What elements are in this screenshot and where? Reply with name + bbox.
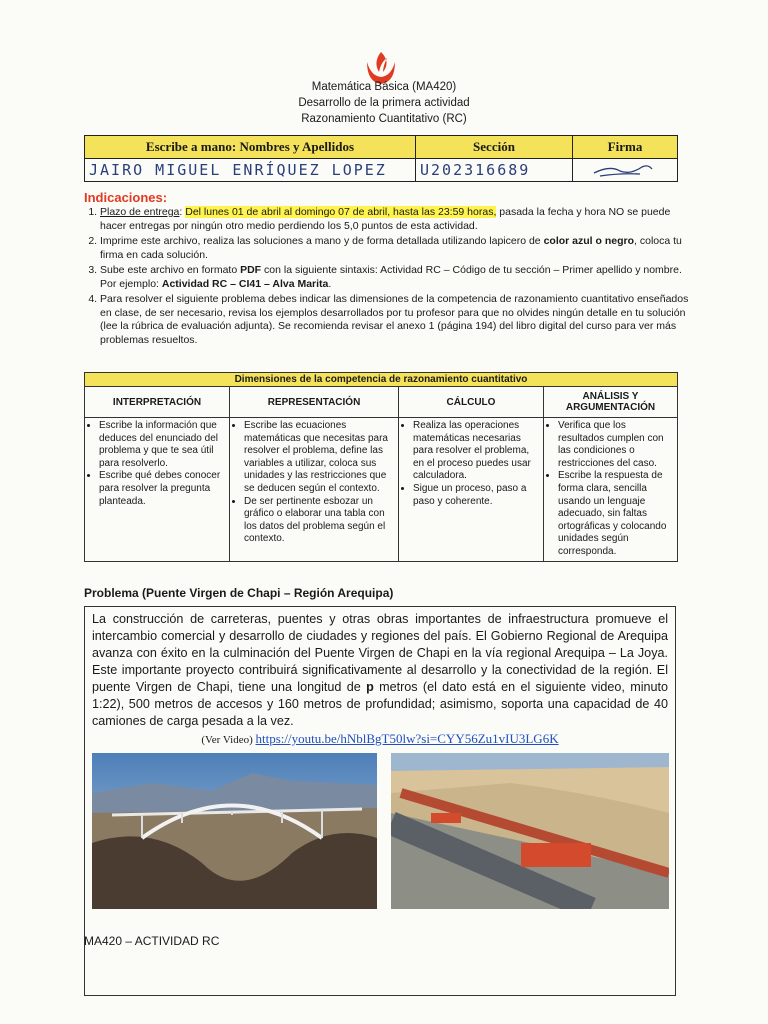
upload-instruction: Sube este archivo en formato <box>100 264 241 276</box>
indication-1 <box>100 206 698 233</box>
pen-color: color azul o negro <box>543 235 635 247</box>
header-analysis: ANÁLISIS Y ARGUMENTACIÓN <box>544 387 678 418</box>
signature-instruction: , coloca tu firma en cada solución. <box>100 235 682 261</box>
course-title: Matemática Básica (MA420) <box>311 81 457 93</box>
problem-title: Problema (Puente Virgen de Chapi – Región Arequipa) <box>84 586 394 600</box>
interpretation-item: • Escribe qué debes conocer para resolver la pregunta planteada. <box>99 470 225 508</box>
indication-2 <box>100 235 698 262</box>
header-interpretation: INTERPRETACIÓN <box>85 387 230 418</box>
calculation-item: • Realiza las operaciones matemáticas necesarias para resolver el problema, en el proceso puedes usar calculadora. <box>413 420 539 483</box>
topic-title: Razonamiento Cuantitativo (RC) <box>301 113 467 125</box>
bridge-photo-icon <box>92 753 377 909</box>
deadline-dates: Del lunes 01 de abril al domingo 07 de abril, hasta las 23:59 horas, <box>185 206 497 218</box>
construction-photo-icon <box>391 753 669 909</box>
student-name[interactable]: JAIRO MIGUEL ENRÍQUEZ LOPEZ <box>85 159 416 182</box>
calculation-cell <box>399 418 544 562</box>
activity-title: Desarrollo de la primera actividad <box>298 97 470 109</box>
variable-p: p <box>366 680 374 694</box>
deadline-label: Plazo de entrega <box>100 206 180 218</box>
print-instruction: Imprime este archivo, realiza las soluciones a mano y de forma detallada utilizando lapicero de <box>100 235 544 247</box>
problem-text-part: La construcción de carreteras, puentes y otras obras importantes de infraestructura promueve el intercambio comercial y desarrollo de ciudades y regiones del país. El Gobierno Regional de Arequipa avanza con éxito en la culminación del Puente Virgen de Chapi en la vía regional Arequipa – La Joya. Este importante proyecto contribuirá significativamente al desarrollo y la conectividad de la región. El puente Virgen de Chapi, tiene una longitud de <box>92 612 668 694</box>
indications-title: Indicaciones: <box>84 190 168 205</box>
video-link[interactable]: https://youtu.be/hNblBgT50lw?si=CYY56Zu1vIU3LG6K <box>255 731 559 746</box>
period-text: . <box>328 277 332 290</box>
indication-3 <box>100 264 698 291</box>
problem-statement <box>92 611 668 730</box>
analysis-cell <box>544 418 678 562</box>
signature-field[interactable] <box>573 159 678 182</box>
syntax-example: Actividad RC – CI41 – Alva Marita <box>161 277 329 290</box>
interpretation-cell <box>85 418 230 562</box>
representation-item: • Escribe las ecuaciones matemáticas que necesitas para resolver el problema, define las variables a utilizar, coloca sus unidades y las restricciones que se deducen según el contexto. <box>244 420 394 496</box>
section-code[interactable]: U202316689 <box>416 159 573 182</box>
colon-text: : <box>179 206 186 218</box>
pdf-format: PDF <box>240 264 262 276</box>
analysis-item: • Verifica que los resultados cumplen con las condiciones o restricciones del caso. <box>558 420 673 470</box>
header-representation: REPRESENTACIÓN <box>230 387 399 418</box>
section-header: Sección <box>416 136 573 159</box>
calculation-item: • Sigue un proceso, paso a paso y coherente. <box>413 483 539 508</box>
interpretation-item: • Escribe la información que deduces del enunciado del problema y que te sea útil para resolverlo. <box>99 420 225 470</box>
representation-cell <box>230 418 399 562</box>
video-label: (Ver Video) <box>201 734 256 746</box>
indication-4: 4. Para resolver el siguiente problema debes indicar las dimensiones de la competencia de razonamiento cuantitativo enseñados en clase, de ser necesario, revisa los ejemplos desarrollados por tu profesor para que no olvides ningún detalle en tu solución (lee la rúbrica de evaluación adjunta). Se recomienda revisar el anexo 1 (página 194) del libro digital del curso para ver más problemas resueltos. <box>100 293 698 347</box>
signature-header: Firma <box>573 136 678 159</box>
header-calculation: CÁLCULO <box>399 387 544 418</box>
handwritten-signature-icon <box>590 161 660 179</box>
video-reference <box>85 731 675 747</box>
representation-item: • De ser pertinente esbozar un gráfico o elaborar una tabla con los datos del problema según el contexto. <box>244 496 394 546</box>
deadline-note: pasada la fecha y hora NO se puede hacer entregas por ningún otro medio perdiendo los 5,0 puntos de esta actividad. <box>100 206 671 232</box>
dimensions-title: Dimensiones de la competencia de razonamiento cuantitativo <box>85 373 678 387</box>
footer-label: MA420 – ACTIVIDAD RC <box>84 934 220 948</box>
competence-dimensions-table <box>84 372 678 562</box>
problem-text-part: metros (el dato está en el siguiente video, minuto 1:22), 500 metros de accesos y 160 metros de profundidad; asimismo, soporta una capacidad de 40 camiones de carga pesada a la vez. <box>92 680 669 728</box>
name-header: Escribe a mano: Nombres y Apellidos <box>85 136 416 159</box>
syntax-instruction: con la siguiente sintaxis: Actividad RC – Código de tu sección – Primer apellido y nombre. Por ejemplo: <box>100 264 682 290</box>
student-id-table <box>84 135 678 182</box>
indications-list <box>84 206 698 349</box>
analysis-item: • Escribe la respuesta de forma clara, sencilla usando un lenguaje adecuado, sin faltas ortográficas y colocando unidades según corresponda. <box>558 470 673 558</box>
